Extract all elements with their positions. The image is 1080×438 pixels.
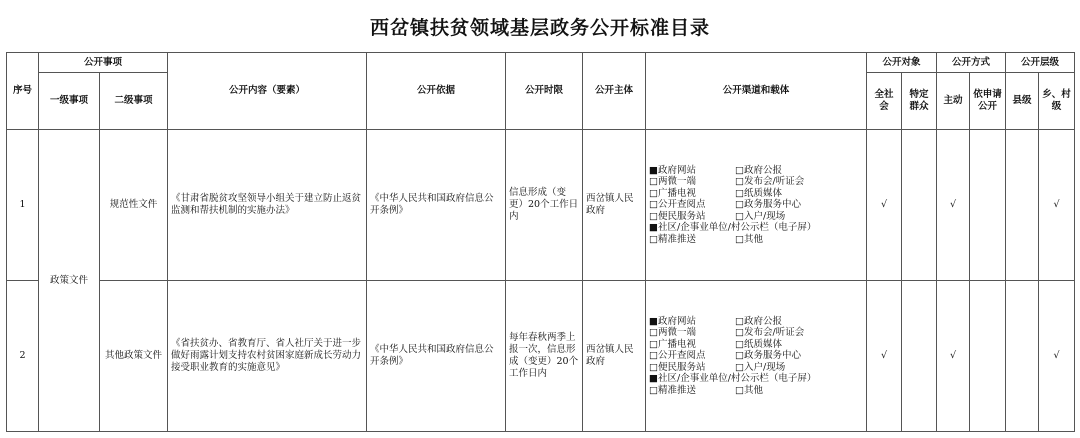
header-method-active: 主动 — [937, 73, 970, 130]
row-subject: 西岔镇人民政府 — [583, 281, 646, 432]
header-obj-specific: 特定群众 — [902, 73, 937, 130]
header-level-town: 乡、村级 — [1039, 73, 1075, 130]
row-time: 每年春秋两季上报一次，信息形成（变更）20个工作日内 — [506, 281, 583, 432]
channel-item: □精准推送 — [649, 384, 696, 396]
header-channels: 公开渠道和载体 — [646, 53, 867, 130]
header-content: 公开内容（要素） — [168, 53, 367, 130]
channel-item: □广播电视 — [649, 187, 696, 199]
header-method-apply: 依申请公开 — [970, 73, 1006, 130]
channel-item: □纸质媒体 — [735, 338, 782, 350]
channel-item: □政务服务中心 — [735, 199, 801, 211]
channel-list — [649, 316, 863, 397]
channel-item: □发布会/听证会 — [735, 176, 805, 188]
row-method-active: √ — [937, 281, 970, 432]
level1-cell: 政策文件 — [39, 130, 100, 432]
channel-item: □两微一端 — [649, 327, 696, 339]
header-level1: 一级事项 — [39, 73, 100, 130]
channel-item: □公开查阅点 — [649, 350, 706, 362]
header-obj-all: 全社会 — [867, 73, 902, 130]
row-basis: 《中华人民共和国政府信息公开条例》 — [367, 281, 506, 432]
row-method-apply — [970, 281, 1006, 432]
row-level-town: √ — [1039, 281, 1075, 432]
row-content: 《省扶贫办、省教育厅、省人社厅关于进一步做好雨露计划支持农村贫困家庭新成长劳动力接受职业教育的实施意见》 — [168, 281, 367, 432]
header-items-group: 公开事项 — [39, 53, 168, 73]
channel-item: □其他 — [735, 233, 763, 245]
row-obj-specific — [902, 281, 937, 432]
channel-item: □公开查阅点 — [649, 199, 706, 211]
row-channels — [646, 281, 867, 432]
table-row — [7, 281, 1075, 432]
row-channels — [646, 130, 867, 281]
header-level2: 二级事项 — [100, 73, 168, 130]
row-basis: 《中华人民共和国政府信息公开条例》 — [367, 130, 506, 281]
row-method-active: √ — [937, 130, 970, 281]
header-object-group: 公开对象 — [867, 53, 937, 73]
channel-list — [649, 165, 863, 246]
row-obj-specific — [902, 130, 937, 281]
row-method-apply — [970, 130, 1006, 281]
channel-item: □入户/现场 — [735, 210, 786, 222]
channel-item: □政务服务中心 — [735, 350, 801, 362]
channel-item: ■政府网站 — [649, 164, 696, 176]
header-row-1 — [7, 53, 1075, 73]
channel-item: □纸质媒体 — [735, 187, 782, 199]
row-seq: 1 — [7, 130, 39, 281]
row-obj-all: √ — [867, 281, 902, 432]
channel-item: ■政府网站 — [649, 315, 696, 327]
row-level-town: √ — [1039, 130, 1075, 281]
row-level2: 规范性文件 — [100, 130, 168, 281]
channel-item: □便民服务站 — [649, 361, 706, 373]
header-subject: 公开主体 — [583, 53, 646, 130]
row-time: 信息形成（变更）20个工作日内 — [506, 130, 583, 281]
channel-item: □发布会/听证会 — [735, 327, 805, 339]
row-level-county — [1006, 281, 1039, 432]
channel-item: ■社区/企事业单位/村公示栏（电子屏） — [649, 222, 817, 234]
channel-item: ■社区/企事业单位/村公示栏（电子屏） — [649, 373, 817, 385]
channel-item: □政府公报 — [735, 164, 782, 176]
row-level-county — [1006, 130, 1039, 281]
row-level2: 其他政策文件 — [100, 281, 168, 432]
row-subject: 西岔镇人民政府 — [583, 130, 646, 281]
channel-item: □其他 — [735, 384, 763, 396]
channel-item: □广播电视 — [649, 338, 696, 350]
header-basis: 公开依据 — [367, 53, 506, 130]
disclosure-catalog-table — [6, 52, 1075, 432]
header-seq: 序号 — [7, 53, 39, 130]
header-level-county: 县级 — [1006, 73, 1039, 130]
header-method-group: 公开方式 — [937, 53, 1006, 73]
header-level-group: 公开层级 — [1006, 53, 1075, 73]
channel-item: □入户/现场 — [735, 361, 786, 373]
channel-item: □政府公报 — [735, 315, 782, 327]
row-seq: 2 — [7, 281, 39, 432]
row-obj-all: √ — [867, 130, 902, 281]
row-content: 《甘肃省脱贫攻坚领导小组关于建立防止返贫监测和帮扶机制的实施办法》 — [168, 130, 367, 281]
page-title: 西岔镇扶贫领域基层政务公开标准目录 — [369, 16, 710, 39]
channel-item: □精准推送 — [649, 233, 696, 245]
header-time: 公开时限 — [506, 53, 583, 130]
channel-item: □两微一端 — [649, 176, 696, 188]
channel-item: □便民服务站 — [649, 210, 706, 222]
table-row — [7, 130, 1075, 281]
